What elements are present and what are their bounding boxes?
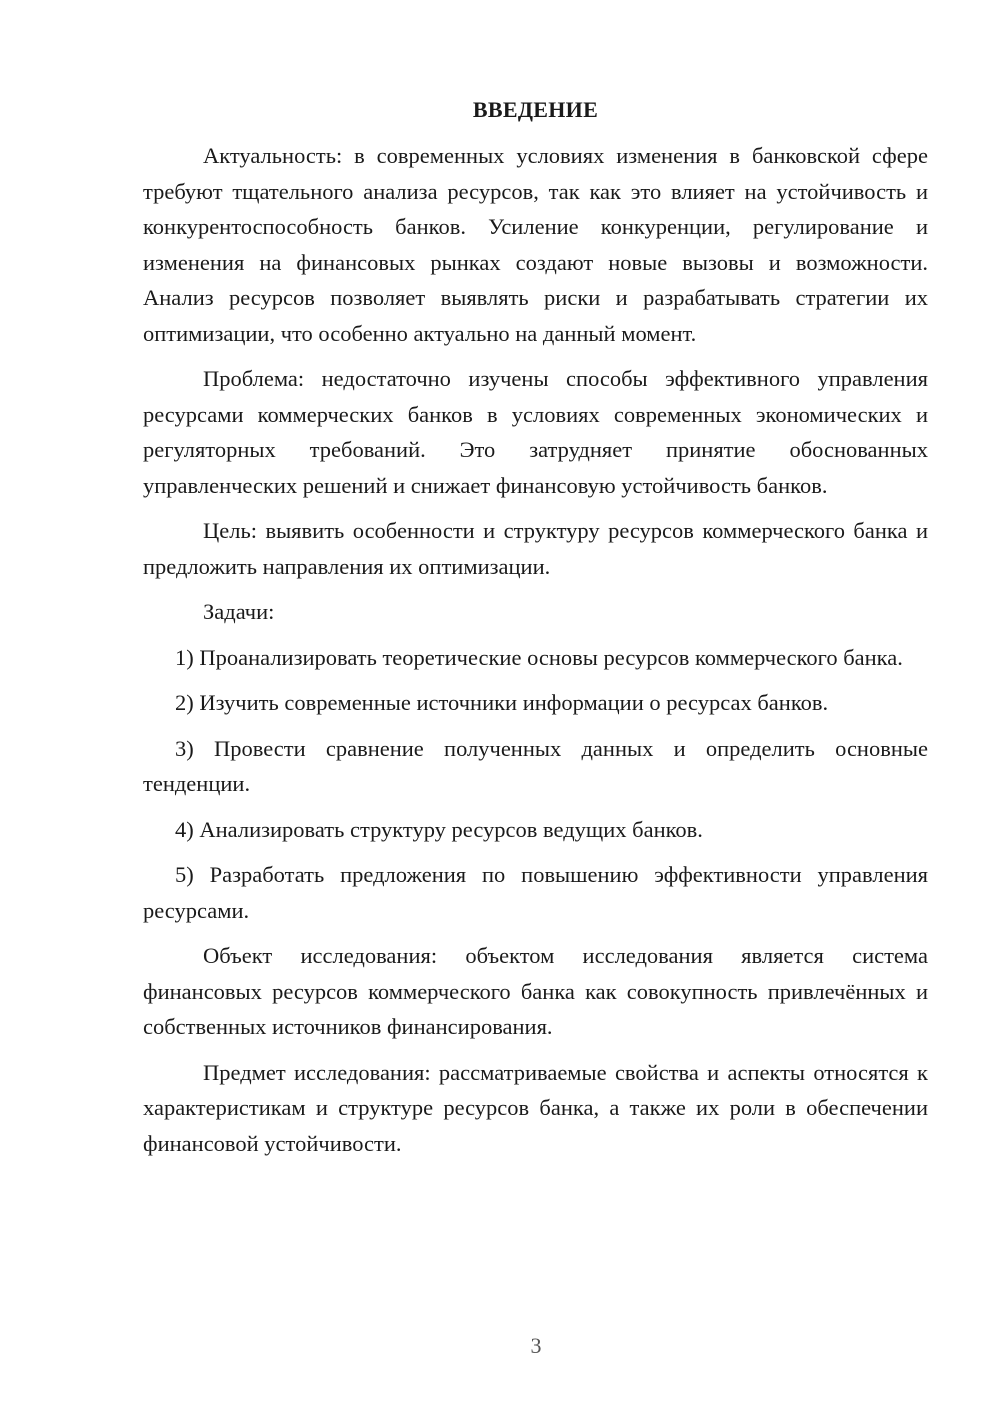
goal-paragraph: Цель: выявить особенности и структуру ресурсов коммерческого банка и предложить направления их оптимизации. — [143, 518, 928, 579]
problem-paragraph: Проблема: недостаточно изучены способы эффективного управления ресурсами коммерческих банков в условиях современных экономических и регуляторных требований. Это затрудняет принятие обоснованных управленческих решений и снижает финансовую устойчивость банков. — [143, 366, 928, 498]
relevance-paragraph: Актуальность: в современных условиях изменения в банковской сфере требуют тщательного анализа ресурсов, так как это влияет на устойчивость и конкурентоспособность банков. Усиление конкуренции, регулирование и изменения на финансовых рынках создают новые вызовы и возможности. Анализ ресурсов позволяет выявлять риски и разрабатывать стратегии их оптимизации, что особенно актуально на данный момент. — [143, 143, 928, 346]
page-title: ВВЕДЕНИЕ — [472, 97, 599, 122]
task-item-3: 3) Провести сравнение полученных данных и определить основные тенденции. — [143, 735, 928, 796]
page-number: 3 — [530, 1333, 542, 1358]
task-item-2: 2) Изучить современные источники информации о ресурсах банков. — [175, 690, 829, 715]
object-paragraph: Объект исследования: объектом исследования является система финансовых ресурсов коммерческого банка как совокупность привлечённых и собственных источников финансирования. — [143, 943, 928, 1039]
subject-paragraph: Предмет исследования: рассматриваемые свойства и аспекты относятся к характеристикам и структуре ресурсов банка, а также их роли в обеспечении финансовой устойчивости. — [143, 1059, 928, 1156]
task-item-5: 5) Разработать предложения по повышению эффективности управления ресурсами. — [143, 862, 928, 923]
page-content — [143, 94, 928, 1171]
task-item-4: 4) Анализировать структуру ресурсов ведущих банков. — [175, 816, 703, 842]
tasks-heading: Задачи: — [203, 599, 275, 624]
task-item-1: 1) Проанализировать теоретические основы ресурсов коммерческого банка. — [175, 644, 903, 670]
